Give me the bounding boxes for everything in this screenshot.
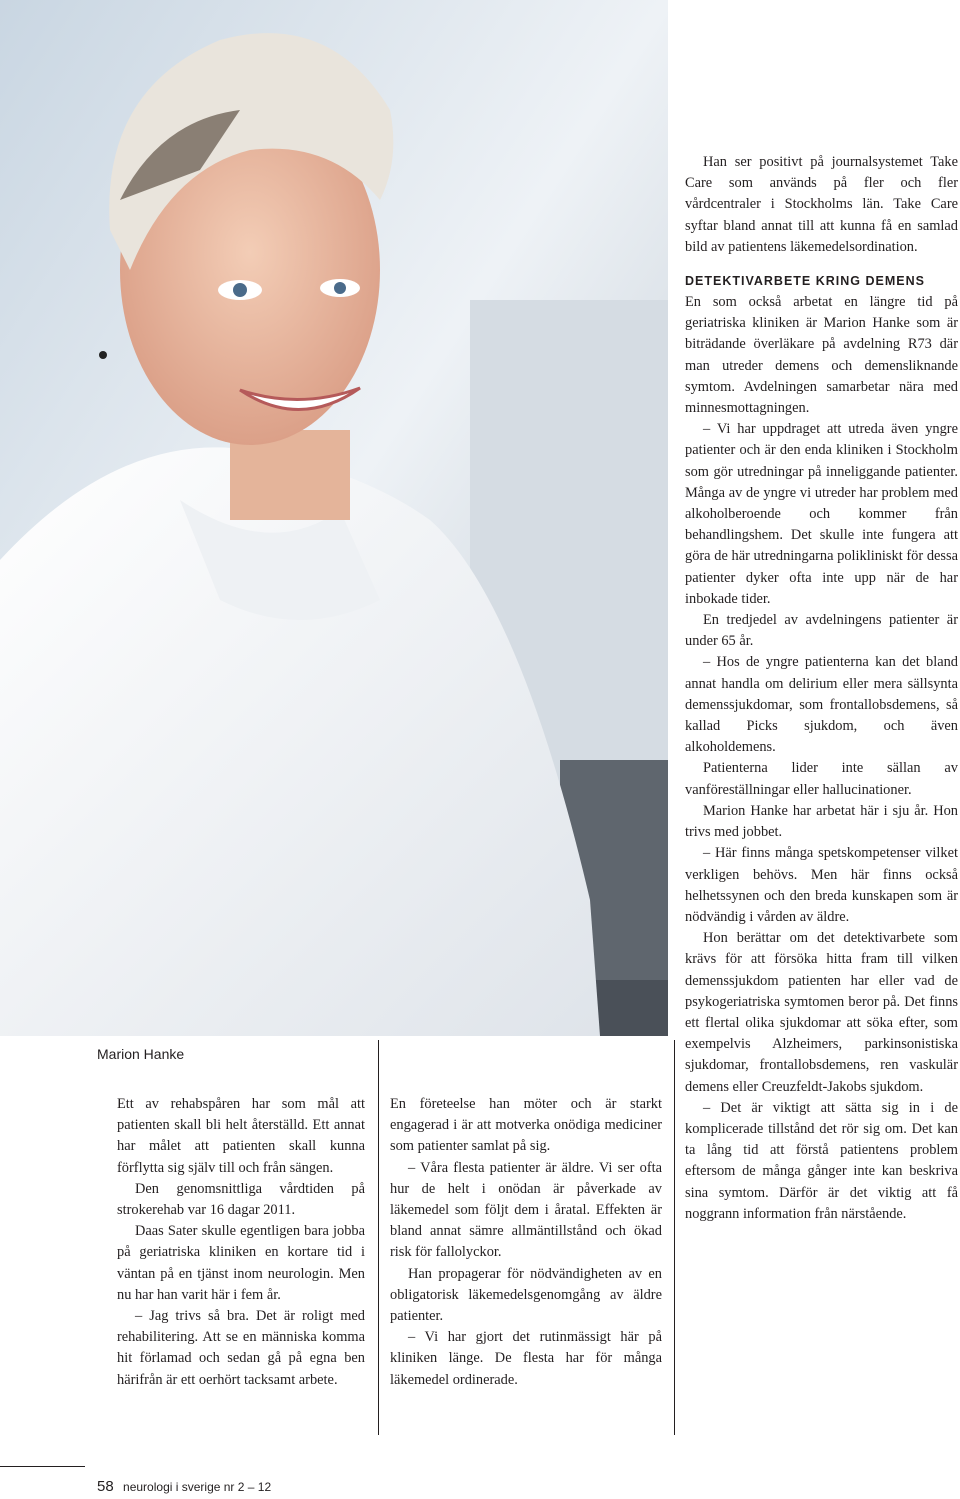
paragraph: Marion Hanke har arbetat här i sju år. Hon trivs med jobbet.	[685, 802, 958, 841]
paragraph: – Vi har uppdraget att utreda även yngre patienter och är den enda kliniken i Stockholm som gör utredningar på inneliggande patienter. Många av de yngre vi utreder har problem med alkoholberoende och kommer från behandlingshem. Det skulle inte fungera att göra de här utredningarna polikliniskt för dessa patienter dyker ofta inte upp när de har inbokade tider.	[685, 421, 958, 607]
paragraph: Hon berättar om det detektivarbete som krävs för att försöka hitta fram till vilken demenssjukdom patienten har eller vad de psykogeriatriska symtomen beror på. Det finns ett flertal olika sjukdomar att söka efter, som exempelvis Alzheimers, parkinsonistiska sjukdomar, frontallobsdemens, ren vaskulär demens eller Creuzfeldt-Jakobs sjukdom.	[685, 930, 958, 1095]
paragraph: – Hos de yngre patienterna kan det bland annat handla om delirium eller mera sällsynta demenssjukdomar, som frontallobsdemens, så kallad Picks sjukdom, och även alkoholdemens.	[685, 654, 958, 756]
paragraph: – Det är viktigt att sätta sig in i de komplicerade tillstånd det rör sig om. Det kan ta lång tid att förstå patientens problem eftersom de många gånger inte kan beskriva sina symtom. Därför är det viktig att få noggrann information från närstående.	[685, 1099, 958, 1222]
paragraph: – Vi har gjort det rutinmässigt här på kliniken länge. De flesta har för många läkemedel ordinerade.	[390, 1329, 662, 1388]
photo-caption: Marion Hanke	[97, 1046, 185, 1062]
paragraph: Daas Sater skulle egentligen bara jobba på geriatriska kliniken en kortare tid i väntan på en tjänst inom neurologin. Men nu har han varit här i fem år.	[117, 1223, 365, 1303]
paragraph: En tredjedel av avdelningens patienter är under 65 år.	[685, 612, 958, 650]
paragraph: Patienterna lider inte sällan av vanföreställningar eller hallucinationer.	[685, 760, 958, 798]
portrait-illustration	[0, 0, 668, 1036]
paragraph: En företeelse han möter och är starkt engagerad i är att motverka onödiga mediciner som patienter samlat på sig.	[390, 1096, 662, 1155]
paragraph: – Våra flesta patienter är äldre. Vi ser ofta hur de helt i onödan är påverkade av läkemedel som följt dem i åratal. Effekten är bland annat sämre allmäntillstånd och ökad risk för fallolyckor.	[390, 1159, 662, 1261]
portrait-photo	[0, 0, 668, 1036]
paragraph: – Här finns många spetskompetenser vilket verkligen behövs. Men här finns också helhetssynen och den breda kunskapen som är nödvändig i vården av äldre.	[685, 845, 958, 925]
text-column-1	[117, 1094, 365, 1391]
section-subheading: DETEKTIVARBETE KRING DEMENS	[685, 274, 925, 289]
footer-rule	[0, 1466, 85, 1467]
text-column-3	[685, 152, 958, 1225]
column-divider-left	[378, 1040, 379, 1435]
paragraph: Han ser positivt på journalsystemet Take Care som används på fler och fler vårdcentraler i Stockholms län. Take Care syftar bland annat till att kunna få en samlad bild av patientens läkemedelsordination.	[685, 154, 958, 255]
paragraph: Den genomsnittliga vårdtiden på strokerehab var 16 dagar 2011.	[117, 1180, 365, 1219]
page-footer	[97, 1478, 271, 1495]
publication-name: neurologi i sverige nr 2 – 12	[123, 1480, 272, 1494]
paragraph: En som också arbetat en längre tid på geriatriska kliniken är Marion Hanke som är biträdande överläkare på avdelning R73 där man utreder demens och demensliknande symtom. Avdelningen samarbetar nära med minnesmottagningen.	[685, 294, 958, 417]
page-number: 58	[97, 1478, 114, 1495]
paragraph: Han propagerar för nödvändigheten av en obligatorisk läkemedelsgenomgång av äldre patienter.	[390, 1265, 662, 1325]
text-column-2	[390, 1094, 662, 1391]
paragraph: Ett av rehabspåren har som mål att patienten skall bli helt återställd. Ett annat har målet att patienten skall kunna förflytta sig själv till och från sängen.	[117, 1096, 365, 1176]
paragraph: – Jag trivs så bra. Det är roligt med rehabilitering. Att se en människa komma hit förlamad och sedan gå på egna ben härifrån är ett oerhört tacksamt arbete.	[117, 1308, 365, 1388]
column-divider-right	[674, 1040, 675, 1435]
